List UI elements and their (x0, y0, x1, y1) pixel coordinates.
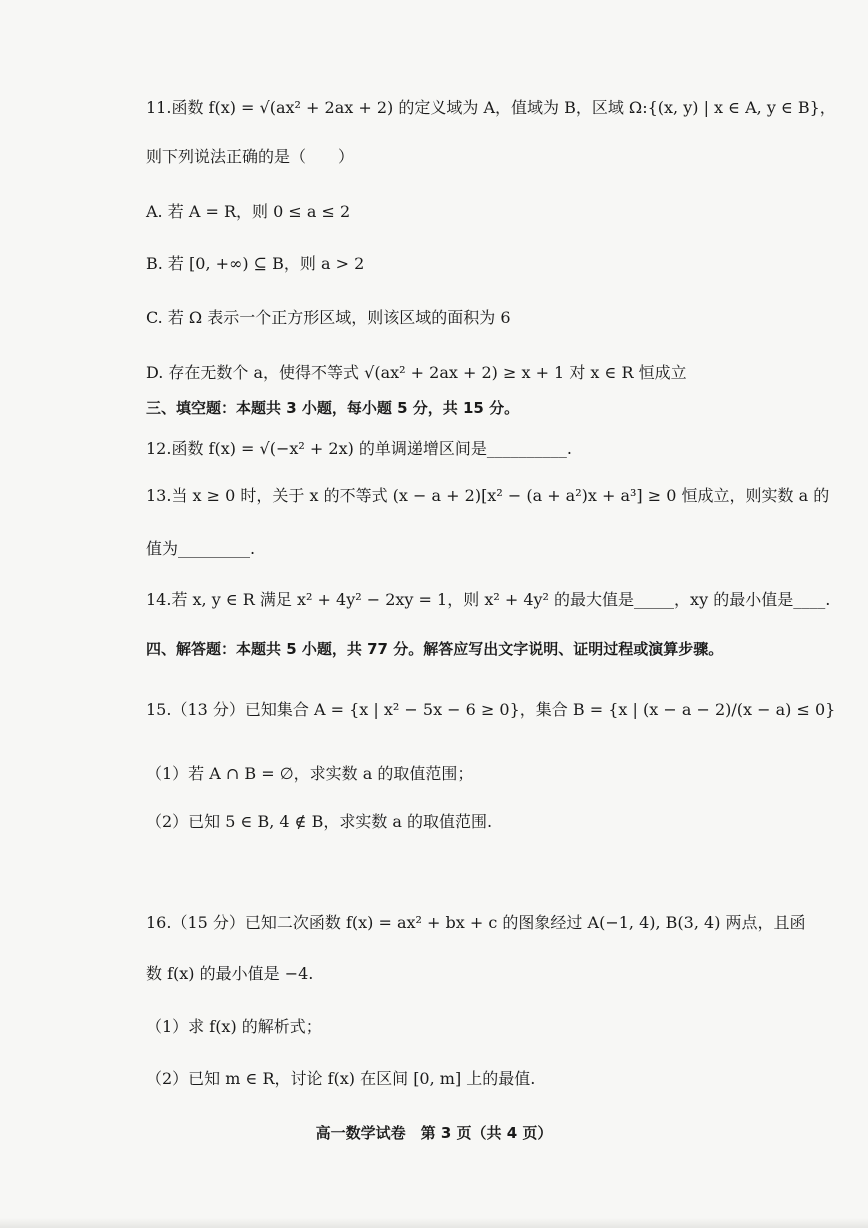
q16-stem-line2: 数 f(x) 的最小值是 −4. (146, 964, 314, 983)
q13-line2: 值为_________. (146, 539, 256, 558)
q16-stem-line1: 16.（15 分）已知二次函数 f(x) = ax² + bx + c 的图象经过 A(−1, 4), B(3, 4) 两点，且函 (146, 913, 806, 932)
section-fill-in-heading: 三、填空题：本题共 3 小题，每小题 5 分，共 15 分。 (146, 399, 520, 417)
q11-option-b: B. 若 [0, +∞) ⊆ B，则 a > 2 (146, 254, 365, 273)
q16-part2: （2）已知 m ∈ R，讨论 f(x) 在区间 [0, m] 上的最值. (146, 1069, 536, 1088)
q15-part2: （2）已知 5 ∈ B, 4 ∉ B，求实数 a 的取值范围. (146, 812, 493, 831)
q14: 14.若 x, y ∈ R 满足 x² + 4y² − 2xy = 1，则 x² + 4y² 的最大值是_____，xy 的最小值是____. (146, 590, 831, 609)
q11-option-d: D. 存在无数个 a，使得不等式 √(ax² + 2ax + 2) ≥ x + 1 对 x ∈ R 恒成立 (146, 363, 687, 382)
q11-option-c: C. 若 Ω 表示一个正方形区域，则该区域的面积为 6 (146, 308, 511, 327)
q11-stem: 11.函数 f(x) = √(ax² + 2ax + 2) 的定义域为 A，值域为 B，区域 Ω:{(x, y) | x ∈ A, y ∈ B}， (146, 98, 836, 117)
q15-part1: （1）若 A ∩ B = ∅，求实数 a 的取值范围； (146, 764, 474, 783)
q16-part1: （1）求 f(x) 的解析式； (146, 1017, 322, 1036)
page-footer: 高一数学试卷 第 3 页（共 4 页） (315, 1124, 553, 1142)
section-solution-heading: 四、解答题：本题共 5 小题，共 77 分。解答应写出文字说明、证明过程或演算步骤。 (146, 640, 724, 658)
q15-stem: 15.（13 分）已知集合 A = {x | x² − 5x − 6 ≥ 0}，集合 B = {x | (x − a − 2)/(x − a) ≤ 0} (146, 700, 836, 719)
scan-edge (0, 1218, 868, 1228)
q12: 12.函数 f(x) = √(−x² + 2x) 的单调递增区间是__________. (146, 439, 573, 458)
q11-option-a: A. 若 A = R，则 0 ≤ a ≤ 2 (146, 202, 351, 221)
q11-stem-continued: 则下列说法正确的是（ ） (146, 147, 355, 166)
q13-line1: 13.当 x ≥ 0 时，关于 x 的不等式 (x − a + 2)[x² − (a + a²)x + a³] ≥ 0 恒成立，则实数 a 的 (146, 486, 830, 505)
